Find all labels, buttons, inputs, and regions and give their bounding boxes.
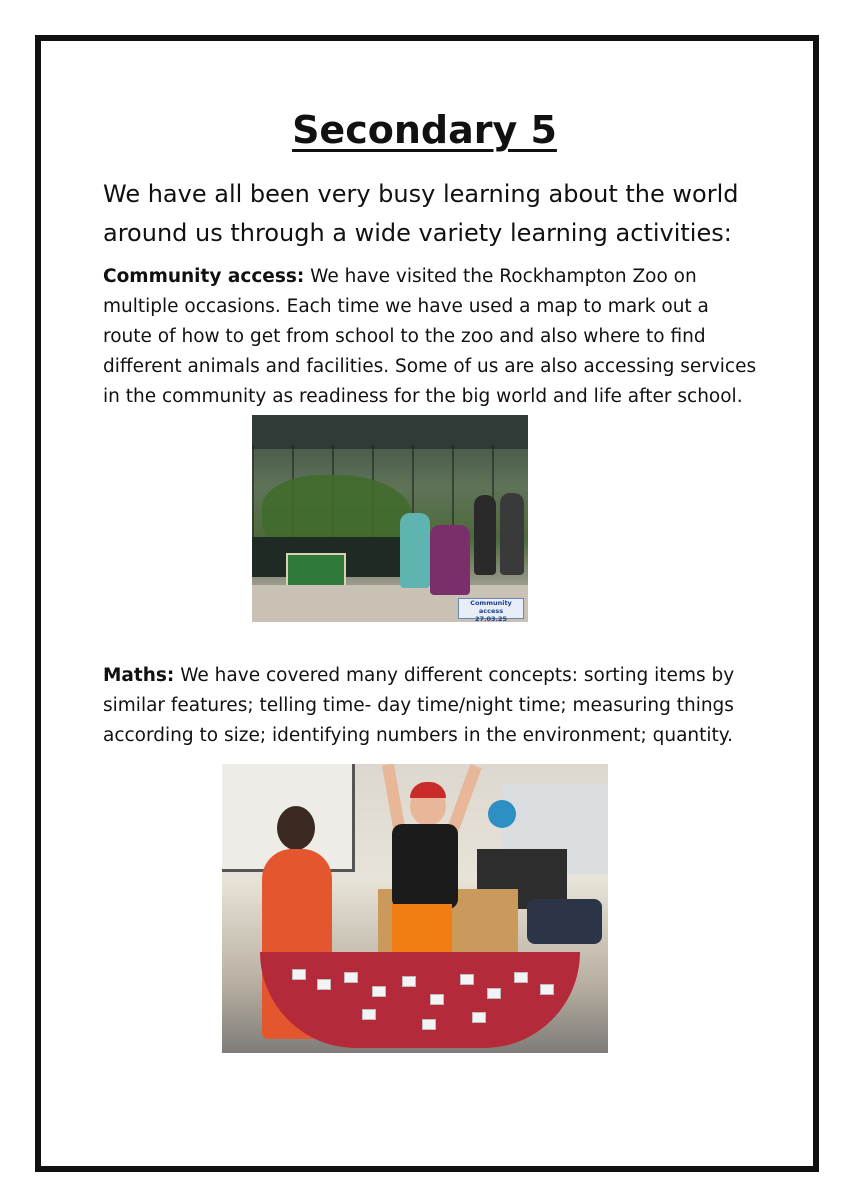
sorting-card <box>472 1012 486 1023</box>
classroom-sofa <box>527 899 602 944</box>
teacher-head <box>277 806 315 850</box>
maths-text: We have covered many different concepts: sorting items by similar features; telling time- day time/night time; measuring things according to size; identifying numbers in the environment; quantity. <box>103 665 735 746</box>
maths-heading: Maths: <box>103 665 175 686</box>
sorting-card <box>402 976 416 987</box>
photo-caption-title: Community access <box>470 599 512 615</box>
paper-lantern <box>488 800 516 828</box>
sorting-card <box>317 979 331 990</box>
sorting-card <box>372 986 386 997</box>
sorting-card <box>422 1019 436 1030</box>
maths-classroom-photo <box>222 764 608 1053</box>
wheelchair-figure <box>430 525 470 595</box>
visitor-figure <box>474 495 496 575</box>
sorting-card <box>292 969 306 980</box>
visitor-figure <box>500 493 524 575</box>
student-shirt <box>392 824 458 909</box>
student-arm <box>446 764 481 834</box>
photo-caption-date: 27.03.25 <box>474 615 508 622</box>
sorting-card <box>344 972 358 983</box>
sorting-card <box>514 972 528 983</box>
visitor-figure <box>400 513 430 588</box>
enclosure-roof <box>252 415 528 449</box>
community-access-heading: Community access: <box>103 266 305 287</box>
maths-paragraph <box>103 661 763 751</box>
sorting-card <box>487 988 501 999</box>
sorting-card <box>362 1009 376 1020</box>
zoo-visit-photo <box>252 415 528 622</box>
intro-text: We have all been very busy learning about the world around us through a wide variety learning activities: <box>103 180 739 247</box>
photo-caption-label <box>458 598 524 622</box>
community-access-text: We have visited the Rockhampton Zoo on multiple occasions. Each time we have used a map to mark out a route of how to get from school to the zoo and also where to find different animals and facilities. Some of us are also accessing services in the community as readiness for the big world and life after school. <box>103 266 757 407</box>
community-access-paragraph <box>103 262 763 412</box>
red-table <box>260 952 580 1048</box>
sorting-card <box>430 994 444 1005</box>
sorting-card <box>460 974 474 985</box>
student-cap <box>410 782 446 798</box>
sorting-card <box>540 984 554 995</box>
page-title: Secondary 5 <box>292 108 557 152</box>
